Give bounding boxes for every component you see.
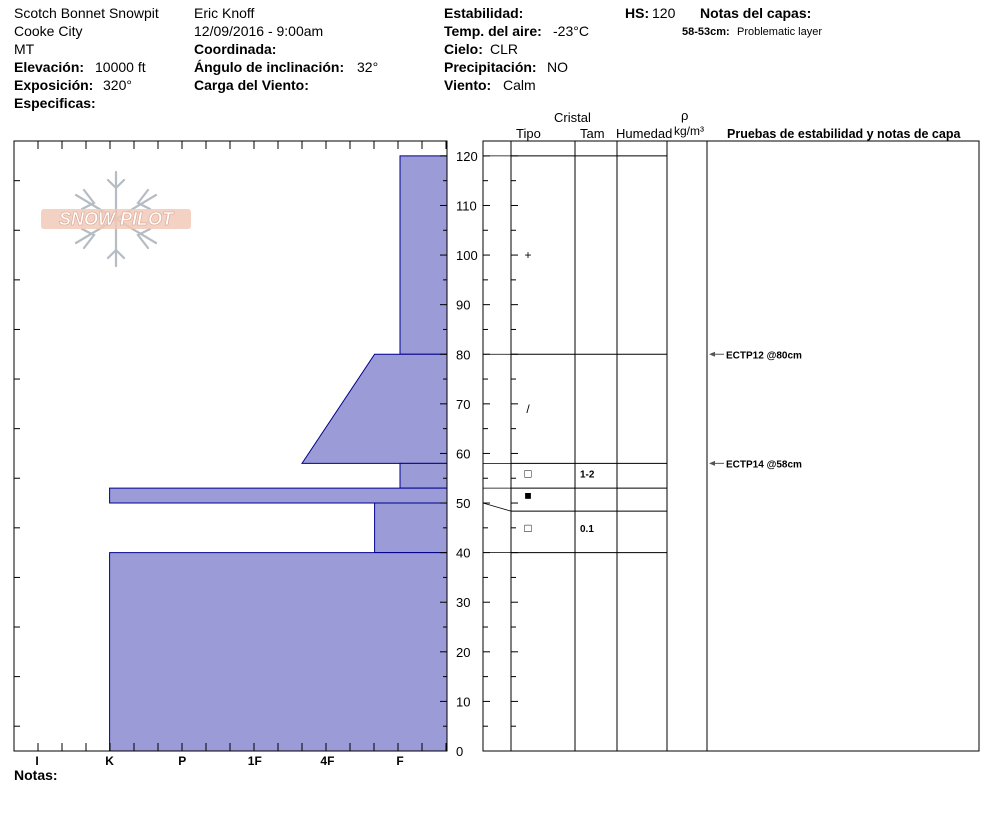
hardness-layer [110,488,447,503]
height-tick-label: 0 [456,744,464,759]
sky-label: Cielo: [444,41,483,57]
hardness-label: 1F [247,754,262,768]
test-label: ECTP12 @80cm [726,350,802,362]
stability-notes-header: Pruebas de estabilidad y notas de capa [727,127,961,141]
wind-label: Viento: [444,77,492,93]
height-tick-label: 30 [456,595,471,611]
height-tick-label: 110 [456,198,477,214]
datetime: 12/09/2016 - 9:00am [194,23,324,39]
crystal-symbol: □ [524,466,532,481]
air-temp-value: -23°C [553,23,589,39]
precip-value: NO [547,59,568,75]
height-tick-label: 80 [456,347,471,363]
elevation-label: Elevación: [14,59,85,75]
size-header: Tam [580,126,605,141]
specifics-label: Especificas: [14,95,96,111]
test-arrow-head [709,461,715,466]
hardness-label: I [35,754,39,768]
hardness-label: F [396,754,404,768]
logo-text: SNOW PILOT [59,209,173,229]
crystal-size: 0.1 [580,523,594,535]
pit-name: Scotch Bonnet Snowpit [14,5,159,21]
coord-label: Coordinada: [194,41,277,57]
layer-note-range: 58-53cm: [682,26,730,38]
slope-value: 32° [357,59,379,75]
aspect-label: Exposición: [14,77,94,93]
type-header: Tipo [516,126,541,141]
hs-value: 120 [652,5,676,21]
stability-label: Estabilidad: [444,5,524,21]
height-tick-label: 40 [456,545,471,561]
hs-label: HS: [625,5,650,21]
height-tick-label: 70 [456,396,471,412]
crystal-symbol: + [524,248,532,263]
observer: Eric Knoff [194,5,255,21]
rho-header: ρ [681,108,689,123]
density-unit-header: kg/m³ [674,124,704,138]
aspect-value: 320° [103,77,132,93]
hardness-layer [110,553,447,751]
slope-label: Ángulo de inclinación: [194,59,345,75]
hardness-label: K [105,754,114,768]
height-tick-label: 100 [456,248,478,264]
sky-value: CLR [490,41,519,57]
crystal-header: Cristal [554,110,591,125]
hardness-layer [375,503,447,553]
wind-load-label: Carga del Viento: [194,77,309,93]
layer-connector [483,503,511,511]
precip-label: Precipitación: [444,59,537,75]
hardness-layer [400,156,447,354]
height-tick-label: 10 [456,694,471,710]
crystal-symbol: ■ [524,488,532,503]
test-label: ECTP14 @58cm [726,459,802,471]
wind-value: Calm [503,77,536,93]
crystal-size: 1-2 [580,469,595,481]
test-arrow-head [709,352,715,357]
hardness-layers [110,156,447,751]
location: Cooke City [14,23,83,39]
crystal-symbol: / [526,401,530,416]
height-tick-label: 20 [456,644,471,660]
crystal-symbol: □ [524,520,532,535]
notes-label: Notas: [14,767,58,783]
elevation-value: 10000 ft [95,59,146,75]
height-tick-label: 90 [456,297,471,313]
snowpilot-logo [41,172,191,266]
hardness-label: P [178,754,187,768]
height-tick-label: 120 [456,148,478,164]
layer-notes-label: Notas del capas: [700,5,812,21]
hardness-layer [302,354,447,463]
layer-note-text: Problematic layer [737,26,822,38]
height-tick-label: 60 [456,446,471,462]
hardness-label: 4F [320,754,335,768]
moisture-header: Humedad [616,126,673,141]
air-temp-label: Temp. del aire: [444,23,542,39]
height-tick-label: 50 [456,496,471,512]
layer-table-frame [483,141,979,751]
hardness-layer [400,463,447,488]
state: MT [14,41,35,57]
